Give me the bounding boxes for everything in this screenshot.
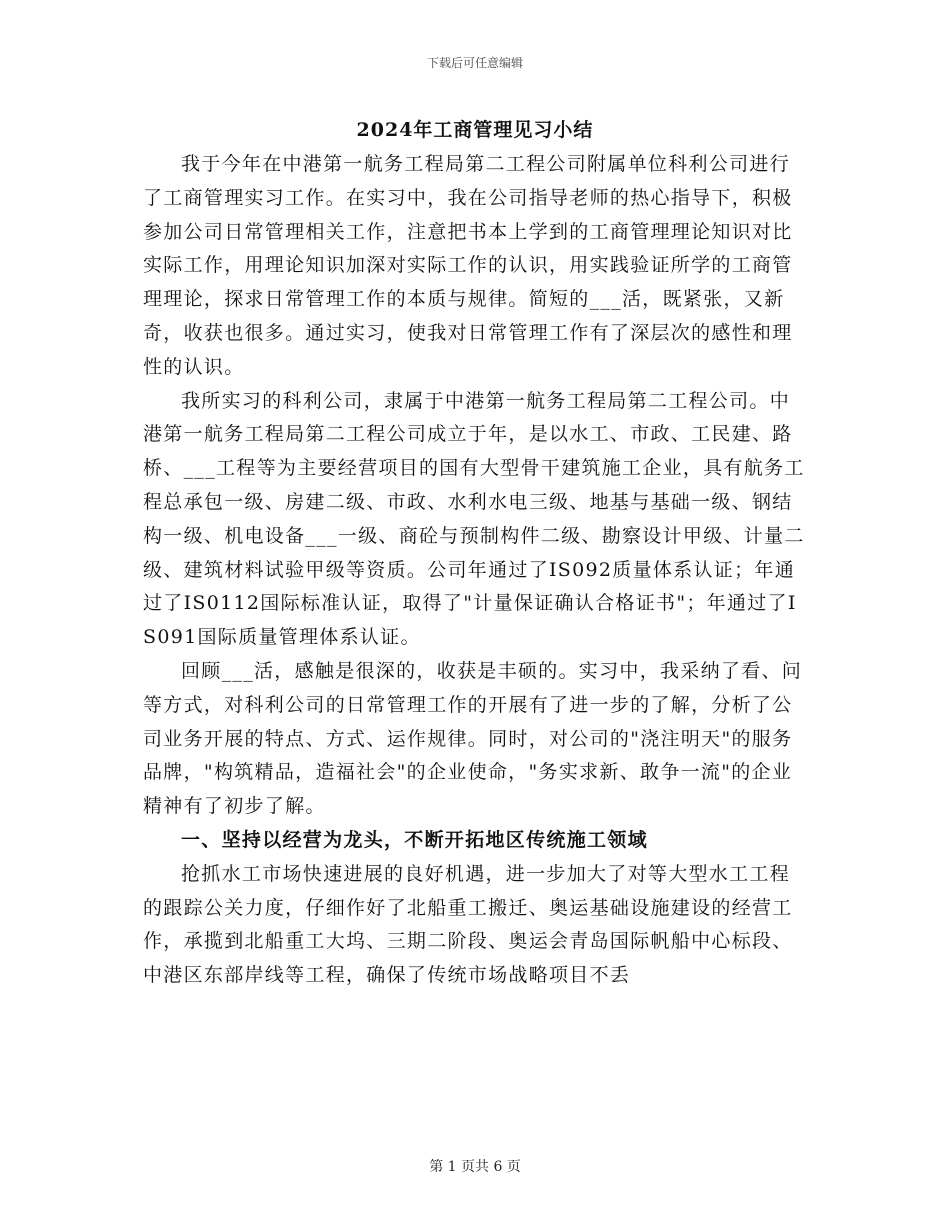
paragraph-section-one: 抢抓水工市场快速进展的良好机遇，进一步加大了对等大型水工工程的跟踪公关力度，仔细作好了北船重工搬迁、奥运基础设施建设的经营工作，承揽到北船重工大坞、三期二阶段、奥运会青岛国际帆船中心标段、中港区东部岸线等工程，确保了传统市场战略项目不丢: [143, 862, 793, 987]
paragraph-review: 回顾___活，感触是很深的，收获是丰硕的。实习中，我采纳了看、问等方式，对科利公司的日常管理工作的开展有了进一步的了解，分析了公司业务开展的特点、方式、运作规律。同时，对公司的"浇注明天"的服务品牌，"构筑精品，造福社会"的企业使命，"务实求新、敢争一流"的企业精神有了初步了解。: [143, 659, 803, 818]
page-footer-number: 第 1 页共 6 页: [429, 1159, 521, 1175]
page-header-note: 下载后可任意编辑: [426, 56, 523, 70]
document-body: [143, 148, 807, 993]
section-heading: 一、坚持以经营为龙头，不断开拓地区传统施工领域: [181, 828, 648, 851]
document-title: 2024年工商管理见习小结: [356, 119, 594, 141]
paragraph-intro: 我于今年在中港第一航务工程局第二工程公司附属单位科利公司进行了工商管理实习工作。在实习中，我在公司指导老师的热心指导下，积极参加公司日常管理相关工作，注意把书本上学到的工商管理理论知识对比实际工作，用理论知识加深对实际工作的认识，用实践验证所学的工商管理理论，探求日常管理工作的本质与规律。简短的___活，既紧张，又新奇，收获也很多。通过实习，使我对日常管理工作有了深层次的感性和理性的认识。: [143, 153, 793, 378]
paragraph-company-profile: 我所实习的科利公司，隶属于中港第一航务工程局第二工程公司。中港第一航务工程局第二工程公司成立于年，是以水工、市政、工民建、路桥、___工程等为主要经营项目的国有大型骨干建筑施工企业，具有航务工程总承包一级、房建二级、市政、水利水电三级、地基与基础一级、钢结构一级、机电设备___一级、商砼与预制构件二级、勘察设计甲级、计量二级、建筑材料试验甲级等资质。公司年通过了IS092质量体系认证；年通过了IS0112国际标准认证，取得了"计量保证确认合格证书"；年通过了IS091国际质量管理体系认证。: [143, 389, 805, 649]
